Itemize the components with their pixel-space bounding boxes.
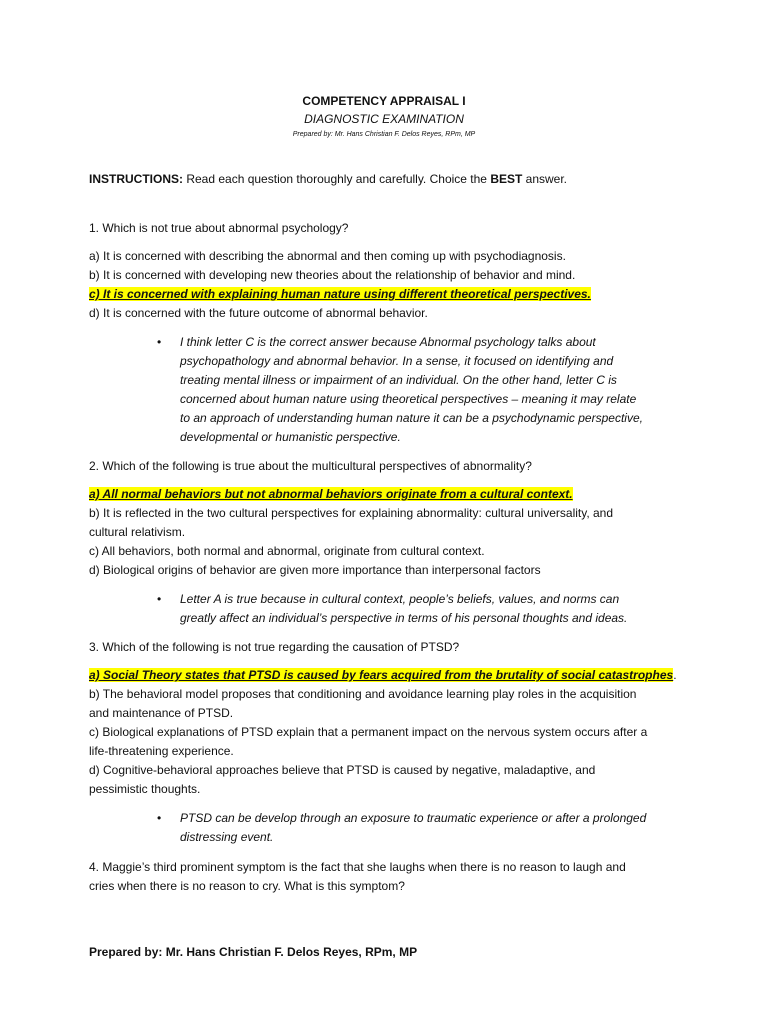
q2-question: 2. Which of the following is true about the multicultural perspectives of abnormality? [89,459,532,473]
q3-option-d: d) Cognitive-behavioral approaches believe that PTSD is caused by negative, maladaptive, and [89,763,596,777]
q2-note-line: Letter A is true because in cultural context, people’s beliefs, values, and norms can [180,592,620,606]
q1-note-line: psychopathology and abnormal behavior. In a sense, it focused on identifying and [180,354,614,368]
instructions [89,172,567,186]
q1-note-line: concerned about human nature using theoretical perspectives – meaning it may relate [180,392,637,406]
q3-question: 3. Which of the following is not true regarding the causation of PTSD? [89,640,460,654]
q2-option-b: b) It is reflected in the two cultural perspectives for explaining abnormality: cultural universality, and [89,506,614,520]
q1-note-line: treating mental illness or impairment of an individual. On the other hand, letter C is [180,373,617,387]
q1-option-b: b) It is concerned with developing new theories about the relationship of behavior and mind. [89,268,576,282]
q3-option-a-highlight: a) Social Theory states that PTSD is caused by fears acquired from the brutality of social catastrophes [89,668,674,682]
instructions-label: INSTRUCTIONS: [89,172,183,186]
instructions-text-a: Read each question thoroughly and carefully. Choice the [183,172,491,186]
q3-bullet: • [157,811,162,825]
q2-option-a-answer [89,487,573,501]
q2-option-b-cont: cultural relativism. [89,525,186,539]
q2-option-a-highlight: a) All normal behaviors but not abnormal behaviors originate from a cultural context. [89,487,573,501]
q1-option-a: a) It is concerned with describing the abnormal and then coming up with psychodiagnosis. [89,249,566,263]
q3-option-b-cont: and maintenance of PTSD. [89,706,234,720]
q2-bullet: • [157,592,162,606]
q4-question-line: cries when there is no reason to cry. What is this symptom? [89,879,405,893]
q1-option-c-highlight: c) It is concerned with explaining human nature using different theoretical perspectives. [89,287,591,301]
q1-note-line: I think letter C is the correct answer because Abnormal psychology talks about [180,335,596,349]
q2-note-line: greatly affect an individual’s perspective in terms of his personal thoughts and ideas. [180,611,628,625]
q4-question-line: 4. Maggie’s third prominent symptom is the fact that she laughs when there is no reason to laugh and [89,860,626,874]
q1-note-line: developmental or humanistic perspective. [180,430,401,444]
q3-note-line: PTSD can be develop through an exposure to traumatic experience or after a prolonged [180,811,647,825]
q3-option-a-period: . [673,668,677,682]
instructions-text-b: answer. [522,172,568,186]
q1-option-d: d) It is concerned with the future outcome of abnormal behavior. [89,306,428,320]
q3-option-b: b) The behavioral model proposes that conditioning and avoidance learning play roles in the acquisition [89,687,637,701]
q2-option-c: c) All behaviors, both normal and abnormal, originate from cultural context. [89,544,485,558]
q3-option-d-cont: pessimistic thoughts. [89,782,201,796]
instructions-best: BEST [490,172,523,186]
q3-option-a-answer [89,668,677,682]
q1-bullet: • [157,335,162,349]
q1-option-c-answer [89,287,591,301]
footer-prepared-by: Prepared by: Mr. Hans Christian F. Delos Reyes, RPm, MP [89,945,418,959]
q1-note-line: to an approach of understanding human nature it can be a psychodynamic perspective, [180,411,643,425]
q2-option-d: d) Biological origins of behavior are given more importance than interpersonal factors [89,563,541,577]
prepared-by-header: Prepared by: Mr. Hans Christian F. Delos Reyes, RPm, MP [292,131,476,138]
q3-option-c-cont: life-threatening experience. [89,744,234,758]
q3-note-line: distressing event. [180,830,274,844]
exam-title: COMPETENCY APPRAISAL I [302,94,466,108]
q1-question: 1. Which is not true about abnormal psychology? [89,221,349,235]
exam-subtitle: DIAGNOSTIC EXAMINATION [304,112,464,126]
q3-option-c: c) Biological explanations of PTSD explain that a permanent impact on the nervous system occurs after a [89,725,648,739]
